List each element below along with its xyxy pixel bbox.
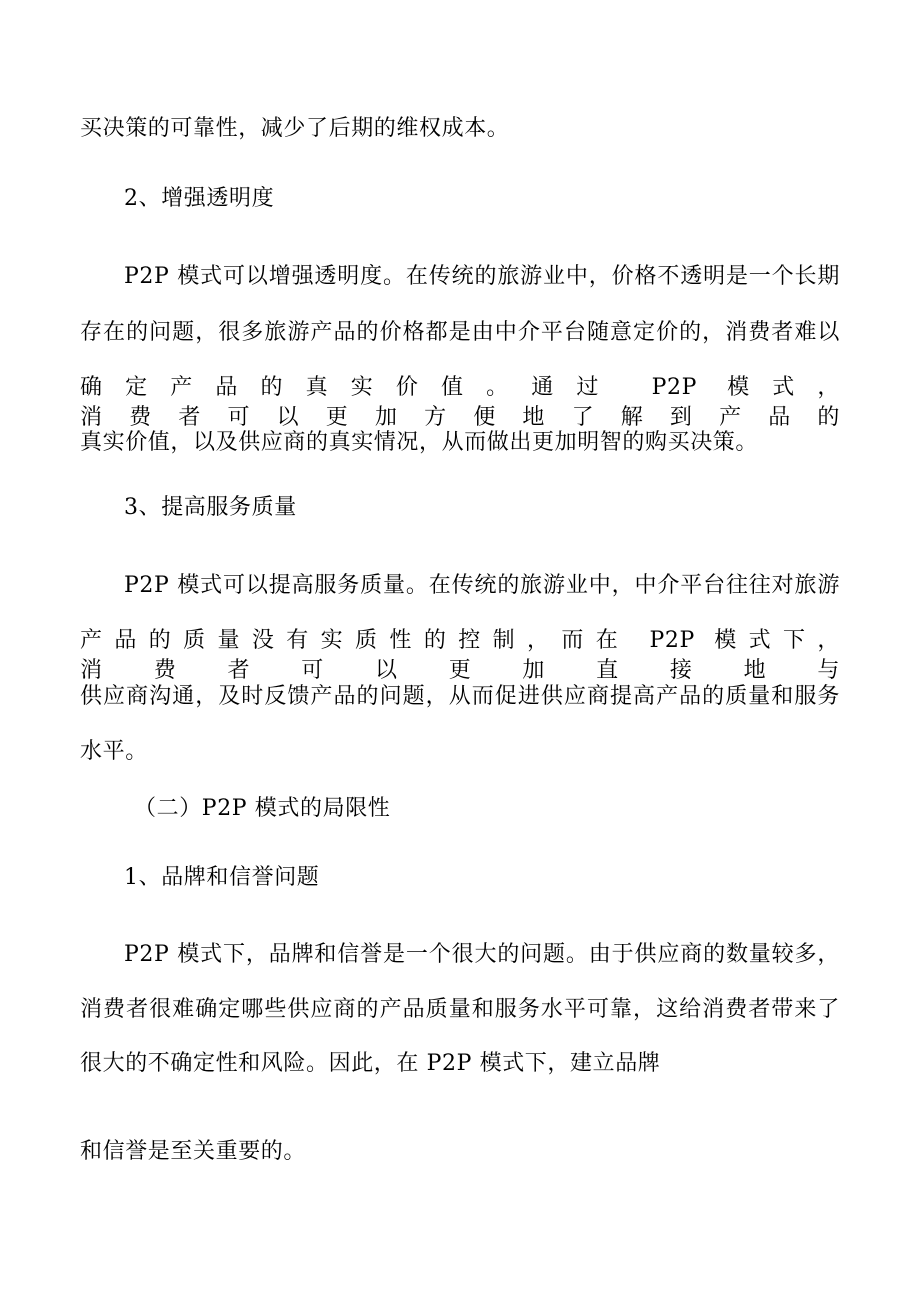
paragraph-line: 真实价值，以及供应商的真实情况，从而做出更加明智的购买决策。 <box>80 430 759 455</box>
paragraph-line: 确定产品的真实价值。通过 P2P 模式，消费者可以更加方便地了解到产品的 <box>80 375 840 430</box>
paragraph-line: 和信誉是至关重要的。 <box>80 1139 307 1164</box>
section-heading-2: 2、增强透明度 <box>124 186 275 211</box>
paragraph-line: 消费者很难确定哪些供应商的产品质量和服务水平可靠，这给消费者带来了 <box>80 997 840 1022</box>
section-heading-1: 1、品牌和信誉问题 <box>124 865 320 890</box>
paragraph-line: 供应商沟通，及时反馈产品的问题，从而促进供应商提高产品的质量和服务 <box>80 684 840 709</box>
paragraph-continuation: 买决策的可靠性，减少了后期的维权成本。 <box>80 116 510 141</box>
paragraph-line: 产品的质量没有实质性的控制，而在 P2P 模式下，消费者可以更加直接地与 <box>80 628 840 683</box>
paragraph-line: P2P 模式可以增强透明度。在传统的旅游业中，价格不透明是一个长期 <box>124 264 840 289</box>
paragraph-line: 水平。 <box>80 739 148 764</box>
paragraph-line: P2P 模式可以提高服务质量。在传统的旅游业中，中介平台往往对旅游 <box>124 573 840 598</box>
paragraph-line: P2P 模式下，品牌和信誉是一个很大的问题。由于供应商的数量较多， <box>124 942 840 967</box>
paragraph-line: 存在的问题，很多旅游产品的价格都是由中介平台随意定价的，消费者难以 <box>80 320 840 345</box>
paragraph-line: 很大的不确定性和风险。因此，在 P2P 模式下，建立品牌 <box>80 1051 661 1076</box>
section-heading-3: 3、提高服务质量 <box>124 495 297 520</box>
chapter-subheading: （二）P2P 模式的局限性 <box>134 796 391 821</box>
